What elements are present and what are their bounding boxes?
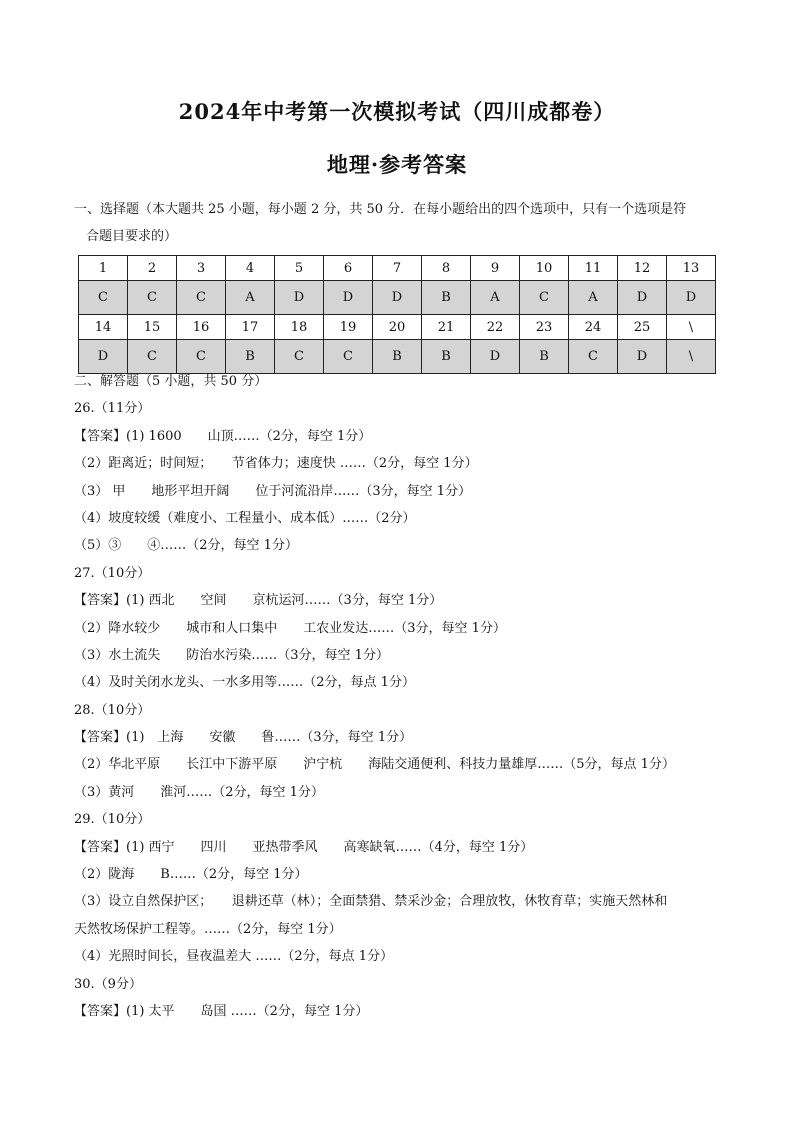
answer-line: 【答案】(1) 太平 岛国 ……（2分，每空 1分） <box>74 1003 369 1019</box>
answer-cell: \ <box>667 340 716 374</box>
question-number-cell: 6 <box>324 256 373 281</box>
answer-line: 【答案】(1) 西北 空间 京杭运河……（3分，每空 1分） <box>74 593 443 609</box>
answer-cell: C <box>128 281 177 315</box>
answer-cell: D <box>79 340 128 374</box>
answer-line: 【答案】(1) 西宁 四川 亚热带季风 高寒缺氧……（4分，每空 1分） <box>74 839 534 855</box>
question-number-cell: 13 <box>667 256 716 281</box>
answer-line: 29.（10分） <box>74 812 151 828</box>
answer-cell: D <box>618 340 667 374</box>
question-number-cell: 1 <box>79 256 128 281</box>
question-number-cell: 14 <box>79 315 128 340</box>
answer-cell: D <box>275 281 324 315</box>
answer-line: （3） 甲 地形平坦开阔 位于河流沿岸……（3分，每空 1分） <box>74 483 472 499</box>
answer-cell: D <box>324 281 373 315</box>
answer-line: （2）华北平原 长江中下游平原 沪宁杭 海陆交通便利、科技力量雄厚……（5分，每点 1分） <box>74 757 675 773</box>
question-number-cell: 20 <box>373 315 422 340</box>
section1-line2: 合题目要求的） <box>86 229 178 244</box>
question-number-cell: 9 <box>471 256 520 281</box>
answer-cell: C <box>128 340 177 374</box>
answer-table <box>78 255 716 374</box>
answer-line: （4）光照时间长，昼夜温差大 ……（2分，每点 1分） <box>74 949 394 965</box>
answer-line: （2）陇海 B……（2分，每空 1分） <box>74 867 308 883</box>
answer-cell: B <box>520 340 569 374</box>
question-number-cell: 22 <box>471 315 520 340</box>
answer-line: 【答案】(1) 1600 山顶……（2分，每空 1分） <box>74 428 372 444</box>
answer-cell: A <box>471 281 520 315</box>
question-number-cell: 23 <box>520 315 569 340</box>
answer-line: （3）黄河 淮河……（2分，每空 1分） <box>74 784 324 800</box>
question-number-cell: 12 <box>618 256 667 281</box>
question-number-cell: 24 <box>569 315 618 340</box>
page-title: 2024年中考第一次模拟考试（四川成都卷） <box>178 99 616 124</box>
question-number-cell: 7 <box>373 256 422 281</box>
free-response-lines <box>74 395 734 1025</box>
answer-cell: B <box>422 281 471 315</box>
question-number-cell: 18 <box>275 315 324 340</box>
answer-cell: D <box>373 281 422 315</box>
answer-line: 天然牧场保护工程等。……（2分，每空 1分） <box>74 921 342 937</box>
question-number-cell: 16 <box>177 315 226 340</box>
answer-line: （4）及时关闭水龙头、一水多用等……（2分，每点 1分） <box>74 675 415 691</box>
answer-cell: B <box>226 340 275 374</box>
answer-cell: C <box>177 281 226 315</box>
answer-cell: D <box>618 281 667 315</box>
section-free-response <box>74 368 734 1025</box>
question-number-cell: 3 <box>177 256 226 281</box>
answer-line: 27.（10分） <box>74 565 151 581</box>
answer-cell: C <box>275 340 324 374</box>
page-subtitle: 地理·参考答案 <box>326 152 468 177</box>
answer-cell: A <box>569 281 618 315</box>
question-number-cell: 8 <box>422 256 471 281</box>
answer-row-1 <box>79 281 716 315</box>
section2-heading: 二、解答题（5 小题，共 50 分） <box>74 374 268 389</box>
question-number-cell: 2 <box>128 256 177 281</box>
answer-line: （2）降水较少 城市和人口集中 工农业发达……（3分，每空 1分） <box>74 620 506 636</box>
question-number-cell: 19 <box>324 315 373 340</box>
question-number-cell: 10 <box>520 256 569 281</box>
question-number-cell: 15 <box>128 315 177 340</box>
answer-line: （5）③ ④……（2分，每空 1分） <box>74 538 298 554</box>
answer-cell: A <box>226 281 275 315</box>
answer-line: 【答案】(1) 上海 安徽 鲁……（3分，每空 1分） <box>74 730 413 746</box>
answer-line: （3）水土流失 防治水污染……（3分，每空 1分） <box>74 647 389 663</box>
question-number-cell: 17 <box>226 315 275 340</box>
answer-cell: C <box>569 340 618 374</box>
answer-line: （2）距离近；时间短； 节省体力；速度快 ……（2分，每空 1分） <box>74 456 478 472</box>
answer-line: 28.（10分） <box>74 702 151 718</box>
answer-line: 26.（11分） <box>74 401 151 417</box>
question-number-row-2 <box>79 315 716 340</box>
answer-cell: D <box>667 281 716 315</box>
question-number-cell: 11 <box>569 256 618 281</box>
answer-cell: C <box>520 281 569 315</box>
question-number-cell: 25 <box>618 315 667 340</box>
question-number-cell: \ <box>667 315 716 340</box>
question-number-cell: 21 <box>422 315 471 340</box>
answer-cell: D <box>471 340 520 374</box>
answer-cell: C <box>324 340 373 374</box>
question-number-row-1 <box>79 256 716 281</box>
answer-cell: C <box>79 281 128 315</box>
answer-cell: B <box>373 340 422 374</box>
answer-line: 30.（9分） <box>74 976 142 992</box>
section-multiple-choice-heading <box>74 196 724 250</box>
answer-line: （4）坡度较缓（难度小、工程量小、成本低）……（2分） <box>74 510 416 526</box>
answer-line: （3）设立自然保护区； 退耕还草（林）；全面禁猎、禁采沙金；合理放牧，休牧育草；实施天然林和 <box>74 894 668 910</box>
answer-cell: B <box>422 340 471 374</box>
question-number-cell: 5 <box>275 256 324 281</box>
question-number-cell: 4 <box>226 256 275 281</box>
section1-line1: 一、选择题（本大题共 25 小题，每小题 2 分，共 50 分．在每小题给出的四个选项中，只有一个选项是符 <box>74 202 687 217</box>
answer-cell: C <box>177 340 226 374</box>
